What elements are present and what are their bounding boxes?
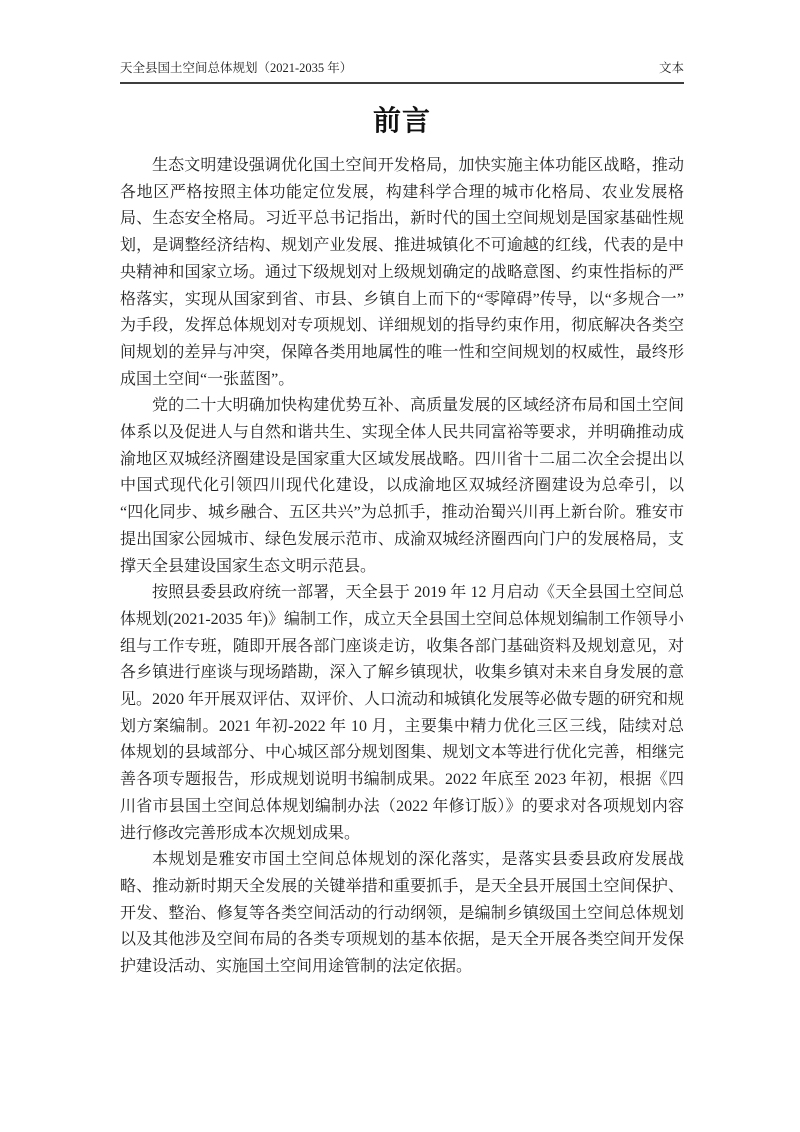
- page-title: 前言: [372, 105, 431, 136]
- header-divider: [120, 82, 684, 84]
- paragraph: 本规划是雅安市国土空间总体规划的深化落实，是落实县委县政府发展战略、推动新时期天全发展的关键举措和重要抓手，是天全县开展国土空间保护、开发、整治、修复等各类空间活动的行动纲领，是编制乡镇级国土空间总体规划以及其他涉及空间布局的各类专项规划的基本依据，是天全开展各类空间开发保护建设活动、实施国土空间用途管制的法定依据。: [120, 851, 684, 976]
- paragraph: 生态文明建设强调优化国土空间开发格局，加快实施主体功能区战略，推动各地区严格按照主体功能定位发展，构建科学合理的城市化格局、农业发展格局、生态安全格局。习近平总书记指出，新时代的国土空间规划是国家基础性规划，是调整经济结构、规划产业发展、推进城镇化不可逾越的红线，代表的是中央精神和国家立场。通过下级规划对上级规划确定的战略意图、约束性指标的严格落实，实现从国家到省、市县、乡镇自上而下的“零障碍”传导，以“多规合一”为手段，发挥总体规划对专项规划、详细规划的指导约束作用，彻底解决各类空间规划的差异与冲突，保障各类用地属性的唯一性和空间规划的权威性，最终形成国土空间“一张蓝图”。: [120, 157, 684, 388]
- header-doc-type-label: 文本: [658, 61, 684, 75]
- paragraph: 按照县委县政府统一部署，天全县于 2019 年 12 月启动《天全县国土空间总体规划(2021-2035 年)》编制工作，成立天全县国土空间总体规划编制工作领导小组与工作专班，随即开展各部门座谈走访，收集各部门基础资料及规划意见，对各乡镇进行座谈与现场踏勘，深入了解乡镇现状，收集乡镇对未来自身发展的意见。2020 年开展双评估、双评价、人口流动和城镇化发展等必做专题的研究和规划方案编制。2021 年初-2022 年 10 月，主要集中精力优化三区三线，陆续对总体规划的县域部分、中心城区部分规划图集、规划文本等进行优化完善，相继完善各项专题报告，形成规划说明书编制成果。2022 年底至 2023 年初，根据《四川省市县国土空间总体规划编制办法（2022 年修订版）》的要求对各项规划内容进行修改完善形成本次规划成果。: [120, 584, 685, 842]
- page-header: [120, 58, 684, 82]
- preface-content: [120, 153, 684, 981]
- paragraph: 党的二十大明确加快构建优势互补、高质量发展的区域经济布局和国土空间体系以及促进人与自然和谐共生、实现全体人民共同富裕等要求，并明确推动成渝地区双城经济圈建设是国家重大区域发展战略。四川省十二届二次全会提出以中国式现代化引领四川现代化建设，以成渝地区双城经济圈建设为总牵引，以“四化同步、城乡融合、五区共兴”为总抓手，推动治蜀兴川再上新台阶。雅安市提出国家公园城市、绿色发展示范市、成渝双城经济圈西向门户的发展格局，支撑天全县建设国家生态文明示范县。: [120, 397, 684, 575]
- header-document-title: 天全县国土空间总体规划（2021-2035 年）: [120, 61, 353, 75]
